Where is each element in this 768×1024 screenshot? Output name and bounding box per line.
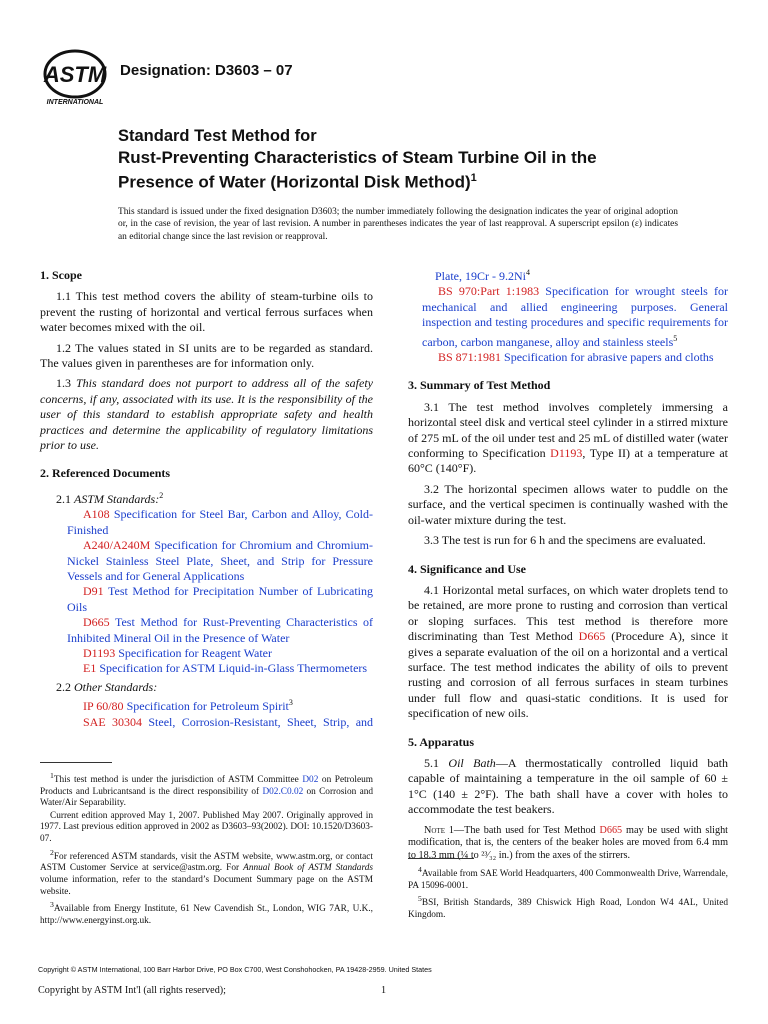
copyright-by: Copyright by ASTM Int'l (all rights reserved);: [38, 985, 227, 996]
section-3-heading: 3. Summary of Test Method: [408, 378, 551, 393]
footnote-ref-2[interactable]: 2: [159, 490, 164, 500]
para-3-1-text-b: , Type II) at a temperature at 60°C (140°F).: [408, 446, 728, 476]
reference-code[interactable]: SAE 30304: [83, 714, 143, 729]
para-5-1-num: 5.1: [424, 755, 439, 770]
para-5-1-text: —A thermostatically controlled liquid bath capable of maintaining a temperature in the oil sample of 60 ± 1°C (140 ± 2°F). The bath shall have a cover with holes to accommodate the test beakers.: [408, 755, 729, 817]
copyright-notice: Copyright © ASTM International, 100 Barr Harbor Drive, PO Box C700, West Conshohocken, PA 19428-2959. United States: [38, 965, 432, 974]
right-column: [408, 265, 728, 862]
footnote-2-text-b: volume information, refer to the standard’s Document Summary page on the ASTM website.: [40, 874, 373, 897]
committee-link[interactable]: D02: [302, 775, 319, 786]
reference-title[interactable]: Test Method for Precipitation Number of Lubricating Oils: [67, 584, 373, 614]
oil-bath-term: Oil Bath: [448, 755, 496, 770]
footnote-ref-4[interactable]: 4: [526, 268, 530, 277]
astm-reference-list: [40, 507, 373, 676]
section-5-heading: 5. Apparatus: [408, 734, 475, 749]
footnote-ref-3[interactable]: 3: [288, 698, 293, 708]
footnote-rule-left: [40, 762, 112, 763]
other-reference-list: [40, 695, 373, 730]
title-line-2: Rust-Preventing Characteristics of Steam Turbine Oil in the: [118, 148, 597, 167]
para-2-2: [40, 680, 373, 695]
footnote-1-text-a: This test method is under the jurisdiction of ASTM Committee: [53, 775, 299, 786]
footnote-4-text: Available from SAE World Headquarters, 400 Commonwealth Drive, Warrendale, PA 15096-0001.: [408, 869, 728, 891]
reference-code[interactable]: D91: [83, 584, 104, 599]
note-d665-link[interactable]: D665: [599, 824, 623, 836]
para-3-2: 3.2 The horizontal specimen allows water to puddle on the surface, and the vertical specimen is continually washed with the oil-water mixture during the test.: [408, 481, 728, 527]
para-1-3-num: 1.3: [56, 376, 71, 391]
reference-item: [53, 715, 373, 730]
footnote-3-marker: 3: [50, 900, 54, 910]
para-1-2: 1.2 The values stated in SI units are to be regarded as standard. The values given in parentheses are for information only.: [40, 340, 373, 371]
reference-item: [53, 661, 373, 676]
d665-link[interactable]: D665: [578, 629, 606, 644]
reference-code[interactable]: D665: [83, 615, 110, 630]
footnote-5: [408, 893, 728, 921]
para-2-1: [40, 488, 373, 507]
reference-title[interactable]: Steel, Corrosion-Resistant, Sheet, Strip, and: [148, 714, 374, 729]
para-5-1: [408, 756, 728, 818]
note-text-a: —The bath used for Test Method: [453, 824, 596, 836]
astm-standards-label: ASTM Standards:: [74, 491, 160, 506]
subcommittee-link[interactable]: D02.C0.02: [262, 786, 304, 797]
footnote-1: [40, 770, 373, 810]
footnote-3-text: Available from Energy Institute, 61 New Cavendish St., London, WIG 7AR, U.K., http://www.energyinst.org.uk.: [40, 904, 373, 926]
reference-item: [53, 646, 373, 661]
reference-title[interactable]: Specification for Steel Bar, Carbon and Alloy, Cold-Finished: [67, 507, 373, 537]
reference-title[interactable]: Test Method for Rust-Preventing Characteristics of Inhibited Mineral Oil in the Presence of Water: [67, 615, 373, 645]
reference-code[interactable]: BS 871:1981: [438, 350, 502, 365]
reference-code[interactable]: BS 970:Part 1:1983: [438, 284, 540, 299]
para-3-3: 3.3 The test is run for 6 h and the specimens are evaluated.: [424, 533, 706, 548]
standard-intro: This standard is issued under the fixed designation D3603; the number immediately following the designation indicates the year of original adoption or, in the case of revision, the year of last revision. A number in parentheses indicates the year of last reapproval. A superscript epsilon (ε) indicates an editorial change since the last revision or reapproval.: [118, 207, 678, 242]
footnote-2: [40, 847, 373, 898]
reference-code[interactable]: A108: [83, 507, 110, 522]
para-1-1: 1.1 This test method covers the ability of steam-turbine oils to prevent the rusting of horizontal and vertical ferrous surfaces when water becomes mixed with the oil.: [40, 289, 373, 335]
reference-item: [53, 507, 373, 538]
title-line-3-text: Presence of Water (Horizontal Disk Method): [118, 172, 471, 192]
footnote-1-text-b: on Petroleum Products and Lubricantsand is the direct responsibility of: [40, 775, 373, 797]
footnote-1-marker: 1: [50, 771, 54, 780]
title-line-3: [118, 168, 718, 193]
footnote-4-marker: 4: [418, 865, 422, 874]
reference-item: [53, 695, 373, 714]
reference-title[interactable]: Specification for wrought steels for mechanical and allied engineering purposes. General inspection and testing procedures and specific requirements for carbon, carbon manganese, alloy and stainless steels: [422, 284, 729, 349]
para-4-1: [408, 583, 728, 722]
astm-logo: [40, 48, 110, 106]
para-2-1-num: 2.1: [56, 491, 71, 506]
footnote-5-text: BSI, British Standards, 389 Chiswick High Road, London W4 4AL, United Kingdom.: [408, 898, 728, 920]
footnote-2-text-a: For referenced ASTM standards, visit the ASTM website, www.astm.org, or contact ASTM Customer Service at service@astm.org. For: [40, 851, 373, 874]
reference-code[interactable]: D1193: [83, 645, 116, 660]
title-footnote-ref[interactable]: 1: [470, 172, 477, 184]
reference-title[interactable]: Specification for Reagent Water: [118, 645, 272, 660]
reference-item: [408, 284, 728, 350]
para-4-1-text-b: (Procedure A), since it gives a separate evaluation of the oil on a horizontal and a vertical surface. The test method indicates the ability of oils to prevent rusting and corrosion of all ferrous surfaces in steam turbines under full flow and quasi-static conditions. It is used for specification of new oils.: [408, 629, 729, 721]
footnote-1-text-c: on Corrosion and Water/Air Separability.: [40, 786, 373, 809]
other-standards-label: Other Standards:: [74, 679, 158, 694]
para-1-3: [40, 376, 373, 453]
document-title: [118, 126, 718, 193]
section-2-heading: 2. Referenced Documents: [40, 466, 171, 481]
section-4-heading: 4. Significance and Use: [408, 561, 527, 576]
left-column: [40, 268, 373, 730]
note-text-b: may be used with slight modification, that is, the centers of the beaker holes are moved from 6.4 mm to 18.3 mm (¼ to ²³⁄₃₂ in.) from the axes of the stirrers.: [408, 824, 729, 861]
footnote-2-marker: 2: [50, 847, 54, 857]
para-3-1-text-a: 3.1 The test method involves completely immersing a horizontal steel disk and vertical steel cylinder in a stirred mixture of 275 mL of the oil under test and 25 mL of distilled water (water conforming to Specification: [408, 399, 728, 461]
footnote-4: [408, 864, 728, 892]
reference-code[interactable]: E1: [83, 661, 97, 676]
section-1-heading: 1. Scope: [40, 268, 82, 282]
reference-title[interactable]: Specification for ASTM Liquid-in-Glass Thermometers: [99, 661, 368, 676]
footnotes-right: [408, 864, 728, 923]
reference-title[interactable]: Specification for abrasive papers and cloths: [504, 350, 714, 365]
footnote-rule-right: [408, 858, 474, 859]
para-2-2-num: 2.2: [56, 679, 71, 694]
logo-wordmark: ASTM: [43, 62, 107, 87]
footnote-3: [40, 899, 373, 927]
footnote-2-italic: Annual Book of ASTM Standards: [243, 863, 373, 874]
d1193-link[interactable]: D1193: [550, 446, 583, 461]
designation: Designation: D3603 – 07: [120, 62, 293, 79]
page-number: 1: [381, 985, 387, 996]
reference-title[interactable]: Specification for Chromium and Chromium-Nickel Stainless Steel Plate, Sheet, and Strip for Pressure Vessels and for General Applications: [67, 538, 374, 583]
footnote-1-edition: Current edition approved May 1, 2007. Published May 2007. Originally approved in 1977. Last previous edition approved in 2002 as D3603–93(2002). DOI: 10.1520/D3603-07.: [40, 810, 373, 845]
reference-title[interactable]: Specification for Petroleum Spirit: [126, 699, 289, 714]
logo-subtext: INTERNATIONAL: [46, 99, 104, 106]
title-line-1: Standard Test Method for: [118, 127, 317, 145]
para-4-1-text-a: 4.1 Horizontal metal surfaces, on which water droplets tend to be retained, are more prone to rusting and corrosion than vertical or sloping surfaces. This test method is therefore more discriminating than Test Method: [408, 582, 728, 644]
reference-item: [53, 615, 373, 646]
footnote-5-marker: 5: [418, 894, 422, 904]
reference-item: [53, 538, 373, 584]
reference-item: [408, 350, 728, 365]
footnotes-left: [40, 770, 373, 928]
note-1: [408, 825, 728, 863]
reference-code[interactable]: A240/A240M: [83, 538, 151, 553]
reference-title-continued[interactable]: Plate, 19Cr - 9.2Ni: [435, 269, 526, 283]
footnote-ref-5[interactable]: 5: [673, 333, 678, 343]
note-label: Note 1: [424, 824, 454, 836]
sae-continuation: [408, 265, 728, 284]
reference-item: [53, 584, 373, 615]
reference-code[interactable]: IP 60/80: [83, 699, 124, 714]
para-1-3-text: This standard does not purport to address all of the safety concerns, if any, associated with its use. It is the responsibility of the user of this standard to establish appropriate safety and health practices and determine the applicability of regulatory limitations prior to use.: [40, 376, 374, 453]
para-3-1: [408, 400, 728, 477]
